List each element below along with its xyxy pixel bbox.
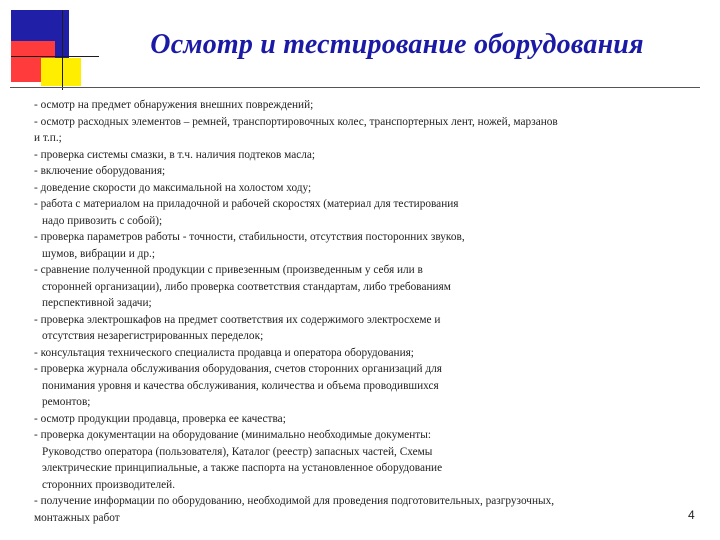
page-number: 4 [688,508,695,522]
checklist-line: - получение информации по оборудованию, необходимой для проведения подготовительных, разгрузочных, [34,495,555,507]
checklist-line: - осмотр расходных элементов – ремней, транспортировочных колес, транспортерных лент, ножей, марзанов [34,115,558,128]
checklist-line: - проверка документации на оборудование (минимально необходимые документы: [34,429,431,441]
checklist-line: - проверка электрошкафов на предмет соответствия их содержимого электросхеме и [34,313,441,326]
checklist-line-continuation: ремонтов; [42,396,91,408]
checklist-line-continuation: шумов, вибрации и др.; [42,247,155,260]
checklist-line-continuation: сторонних производителей. [42,478,176,491]
decor-horizontal-line [11,56,99,57]
checklist-line-continuation: надо привозить с собой); [42,214,163,227]
checklist-line-continuation: электрические принципиальные, а также паспорта на установленное оборудование [42,462,443,474]
checklist-line: - осмотр на предмет обнаружения внешних повреждений; [34,99,314,111]
checklist-line: - проверка системы смазки, в т.ч. наличия подтеков масла; [34,148,316,161]
decor-vertical-line [62,10,63,90]
checklist-line: - сравнение полученной продукции с привезенным (произведенным у себя или в [34,264,423,276]
slide-title: Осмотр и тестирование оборудования [150,29,644,60]
checklist-line: - доведение скорости до максимальной на холостом ходу; [34,181,312,194]
checklist-line-continuation: понимания уровня и качества обслуживания, количества и объема проводившихся [42,379,439,392]
checklist-line: - проверка журнала обслуживания оборудования, счетов сторонних организаций для [34,363,442,375]
checklist-line: - проверка параметров работы - точности, стабильности, отсутствия посторонних звуков, [34,231,465,243]
checklist-line: монтажных работ [34,511,120,524]
decor-yellow-square [41,58,81,86]
checklist-line-continuation: Руководство оператора (пользователя), Каталог (реестр) запасных частей, Схемы [42,445,433,458]
checklist-line-continuation: сторонней организации), либо проверка соответствия стандартам, либо требованиям [42,280,451,293]
checklist-line: - осмотр продукции продавца, проверка ее качества; [34,412,286,425]
title-divider [10,87,700,88]
checklist-body [34,97,694,526]
checklist-line: - включение оборудования; [34,165,166,177]
checklist-line-continuation: отсутствия незарегистрированных переделок; [42,330,264,342]
checklist-line: - консультация технического специалиста продавца и оператора оборудования; [34,346,414,359]
checklist-line-continuation: перспективной задачи; [42,297,152,309]
checklist-line: и т.п.; [34,132,62,144]
checklist-line: - работа с материалом на приладочной и рабочей скоростях (материал для тестирования [34,198,459,210]
